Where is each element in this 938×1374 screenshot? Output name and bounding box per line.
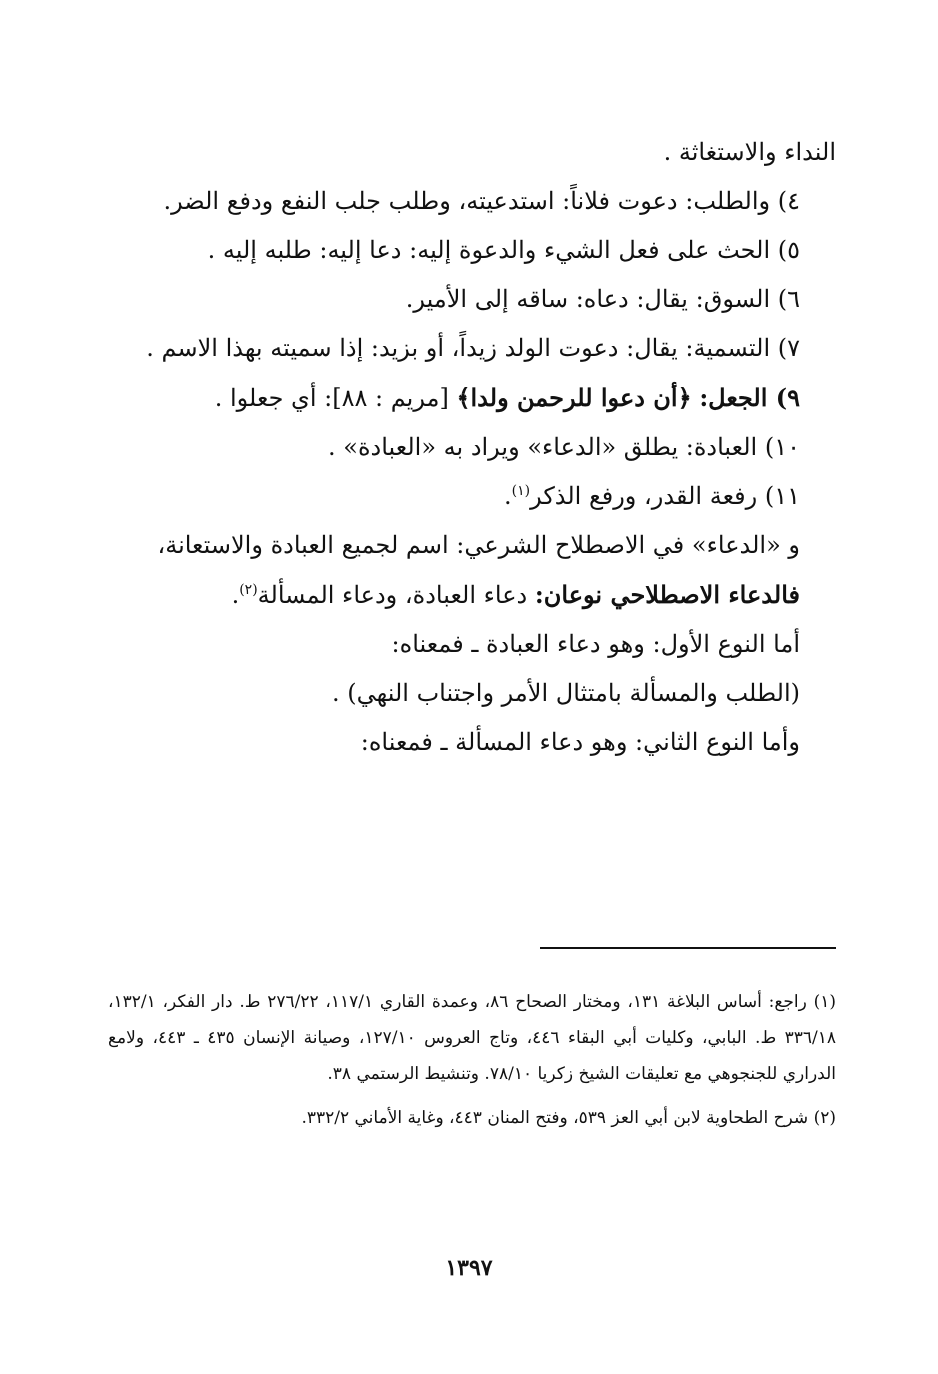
types-bold: فالدعاء الاصطلاحي نوعان: — [534, 580, 800, 609]
footnote-1: (١) راجع: أساس البلاغة ١٣١، ومختار الصحاح ٨٦، وعمدة القاري ١١٧/١، ٢٧٦/٢٢ ط. دار الفكر، ١٣٢/١، ٣٣٦/١٨ ط. البابي، وكليات أبي البقاء ٤٤٦، وتاج العروس ١٢٧/١٠، وصيانة الإنسان ٤٣٥ ـ ٤٤٣، ولامع الدراري للجنجوهي مع تعليقات الشيخ زكريا ٧٨/١٠. وتنشيط الرستمي ٣٨. — [108, 992, 837, 1084]
text-item-10: ١٠) العبادة: يطلق «الدعاء» ويراد به «العبادة» . — [328, 433, 800, 461]
item-9-rest: [مريم : ٨٨]: أي جعلوا . — [214, 384, 449, 412]
definition-paragraph: و «الدعاء» في الاصطلاح الشرعي: اسم لجميع العبادة والاستعانة، — [157, 531, 800, 559]
second-type-line: وأما النوع الثاني: وهو دعاء المسألة ـ فمعناه: — [360, 728, 800, 756]
footnotes — [108, 984, 836, 1144]
footnote-divider — [540, 947, 836, 949]
footnote-2: (٢) شرح الطحاوية لابن أبي العز ٥٣٩، وفتح المنان ٤٤٣، وغاية الأماني ٣٣٢/٢. — [301, 1108, 836, 1128]
footnote-ref-1: (١) — [511, 483, 531, 499]
item-9-label: ٩) الجعل: — [699, 383, 800, 412]
text-item-7: ٧) التسمية: يقال: دعوت الولد زيداً، أو بزيد: إذا سميته بهذا الاسم . — [146, 334, 800, 362]
types-rest: دعاء العبادة، ودعاء المسألة — [257, 581, 528, 609]
text-line-nida: النداء والاستغاثة . — [663, 138, 836, 166]
footnote-ref-2: (٢) — [239, 582, 258, 598]
main-text — [114, 128, 836, 767]
page-number: ١٣٩٧ — [445, 1255, 493, 1281]
item-11-end: . — [503, 482, 512, 510]
types-end: . — [231, 581, 240, 609]
types-paragraph — [114, 570, 836, 620]
item-11-text: ١١) رفعة القدر، ورفع الذكر — [530, 482, 800, 510]
text-item-4: ٤) والطلب: دعوت فلاناً: استدعيته، وطلب جلب النفع ودفع الضر. — [163, 187, 800, 215]
text-item-6: ٦) السوق: يقال: دعاه: ساقه إلى الأمير. — [405, 285, 800, 313]
text-item-9 — [114, 373, 836, 423]
first-type-meaning: (الطلب والمسألة بامتثال الأمر واجتناب النهي) . — [332, 679, 800, 707]
quran-verse: ﴿أن دعوا للرحمن ولدا﴾ — [456, 383, 692, 412]
text-item-11 — [114, 472, 836, 521]
first-type-line: أما النوع الأول: وهو دعاء العبادة ـ فمعناه: — [391, 630, 800, 658]
text-item-5: ٥) الحث على فعل الشيء والدعوة إليه: دعا إليه: طلبه إليه . — [207, 236, 800, 264]
